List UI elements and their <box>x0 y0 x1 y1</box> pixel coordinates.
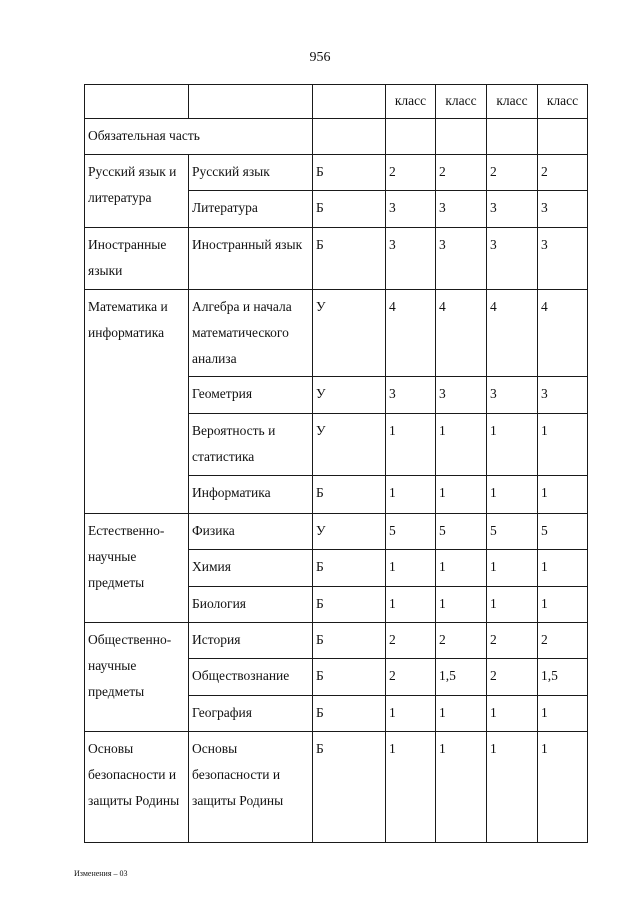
header-cell-subject <box>189 85 313 119</box>
hours-cell: 2 <box>386 623 436 659</box>
table-row <box>85 732 588 843</box>
hours-cell: 2 <box>538 623 588 659</box>
subject-cell: Физика <box>189 514 313 550</box>
hours-cell: 1 <box>538 696 588 732</box>
hours-cell: 4 <box>538 290 588 377</box>
level-cell: У <box>313 414 386 476</box>
subject-cell: Вероятность и статистика <box>189 414 313 476</box>
table-cell <box>436 119 487 155</box>
hours-cell: 5 <box>487 514 538 550</box>
level-cell: Б <box>313 587 386 623</box>
hours-cell: 3 <box>487 377 538 414</box>
table-cell <box>538 119 588 155</box>
hours-cell: 1 <box>386 587 436 623</box>
level-cell: У <box>313 514 386 550</box>
subject-cell: Химия <box>189 550 313 587</box>
hours-cell: 1 <box>487 696 538 732</box>
table-cell <box>487 119 538 155</box>
table-header-row <box>85 85 588 119</box>
page-number: 956 <box>309 50 331 65</box>
hours-cell: 1 <box>436 732 487 843</box>
hours-cell: 2 <box>538 155 588 191</box>
hours-cell: 1 <box>436 550 487 587</box>
hours-cell: 4 <box>436 290 487 377</box>
hours-cell: 2 <box>436 623 487 659</box>
subject-area-cell: Русский язык и литература <box>85 155 189 228</box>
hours-cell: 1 <box>386 550 436 587</box>
hours-cell: 4 <box>487 290 538 377</box>
subject-cell: Русский язык <box>189 155 313 191</box>
subject-cell: Обществознание <box>189 659 313 696</box>
table-row <box>85 514 588 550</box>
hours-cell: 1 <box>487 550 538 587</box>
hours-cell: 3 <box>487 228 538 290</box>
mandatory-part-label: Обязательная часть <box>85 119 313 155</box>
hours-cell: 3 <box>538 191 588 228</box>
curriculum-table <box>84 84 588 843</box>
table-row <box>85 290 588 377</box>
subject-area-cell: Математика и информатика <box>85 290 189 514</box>
hours-cell: 5 <box>436 514 487 550</box>
hours-cell: 1 <box>386 732 436 843</box>
hours-cell: 3 <box>386 228 436 290</box>
header-cell-grade: класс <box>538 85 588 119</box>
level-cell: Б <box>313 155 386 191</box>
hours-cell: 1 <box>436 476 487 514</box>
hours-cell: 5 <box>538 514 588 550</box>
hours-cell: 1 <box>436 696 487 732</box>
hours-cell: 2 <box>487 659 538 696</box>
hours-cell: 1 <box>386 414 436 476</box>
hours-cell: 1 <box>436 587 487 623</box>
subject-cell: Геометрия <box>189 377 313 414</box>
table-row <box>85 155 588 191</box>
subject-cell: Биология <box>189 587 313 623</box>
hours-cell: 3 <box>538 377 588 414</box>
hours-cell: 3 <box>436 228 487 290</box>
hours-cell: 1 <box>538 414 588 476</box>
level-cell: Б <box>313 696 386 732</box>
hours-cell: 2 <box>386 659 436 696</box>
hours-cell: 1 <box>386 476 436 514</box>
header-cell-level <box>313 85 386 119</box>
subject-area-cell: Общественно-научные предметы <box>85 623 189 732</box>
hours-cell: 1 <box>487 732 538 843</box>
table-cell <box>386 119 436 155</box>
subject-cell: Информатика <box>189 476 313 514</box>
level-cell: Б <box>313 191 386 228</box>
level-cell: У <box>313 290 386 377</box>
hours-cell: 1 <box>487 587 538 623</box>
hours-cell: 3 <box>386 191 436 228</box>
hours-cell: 2 <box>487 155 538 191</box>
level-cell: Б <box>313 659 386 696</box>
hours-cell: 2 <box>386 155 436 191</box>
footer-revision-note: Изменения – 03 <box>74 869 128 878</box>
subject-area-cell: Иностранные языки <box>85 228 189 290</box>
header-cell-area <box>85 85 189 119</box>
hours-cell: 2 <box>436 155 487 191</box>
hours-cell: 1 <box>538 550 588 587</box>
subject-cell: География <box>189 696 313 732</box>
hours-cell: 1,5 <box>538 659 588 696</box>
level-cell: Б <box>313 476 386 514</box>
subject-area-cell: Естественно-научные предметы <box>85 514 189 623</box>
hours-cell: 4 <box>386 290 436 377</box>
table-row <box>85 228 588 290</box>
hours-cell: 3 <box>436 377 487 414</box>
hours-cell: 1 <box>386 696 436 732</box>
hours-cell: 2 <box>487 623 538 659</box>
level-cell: Б <box>313 550 386 587</box>
hours-cell: 3 <box>386 377 436 414</box>
table-row <box>85 623 588 659</box>
subject-area-cell: Основы безопасности и защиты Родины <box>85 732 189 843</box>
header-cell-grade: класс <box>487 85 538 119</box>
hours-cell: 1 <box>487 414 538 476</box>
hours-cell: 3 <box>538 228 588 290</box>
table-cell <box>313 119 386 155</box>
mandatory-part-row <box>85 119 588 155</box>
level-cell: Б <box>313 623 386 659</box>
subject-cell: Основы безопасности и защиты Родины <box>189 732 313 843</box>
level-cell: У <box>313 377 386 414</box>
level-cell: Б <box>313 228 386 290</box>
hours-cell: 3 <box>436 191 487 228</box>
hours-cell: 5 <box>386 514 436 550</box>
hours-cell: 1 <box>538 476 588 514</box>
hours-cell: 1 <box>487 476 538 514</box>
header-cell-grade: класс <box>436 85 487 119</box>
subject-cell: История <box>189 623 313 659</box>
hours-cell: 3 <box>487 191 538 228</box>
level-cell: Б <box>313 732 386 843</box>
hours-cell: 1,5 <box>436 659 487 696</box>
subject-cell: Алгебра и начала математического анализа <box>189 290 313 377</box>
subject-cell: Литература <box>189 191 313 228</box>
header-cell-grade: класс <box>386 85 436 119</box>
subject-cell: Иностранный язык <box>189 228 313 290</box>
hours-cell: 1 <box>436 414 487 476</box>
hours-cell: 1 <box>538 732 588 843</box>
hours-cell: 1 <box>538 587 588 623</box>
